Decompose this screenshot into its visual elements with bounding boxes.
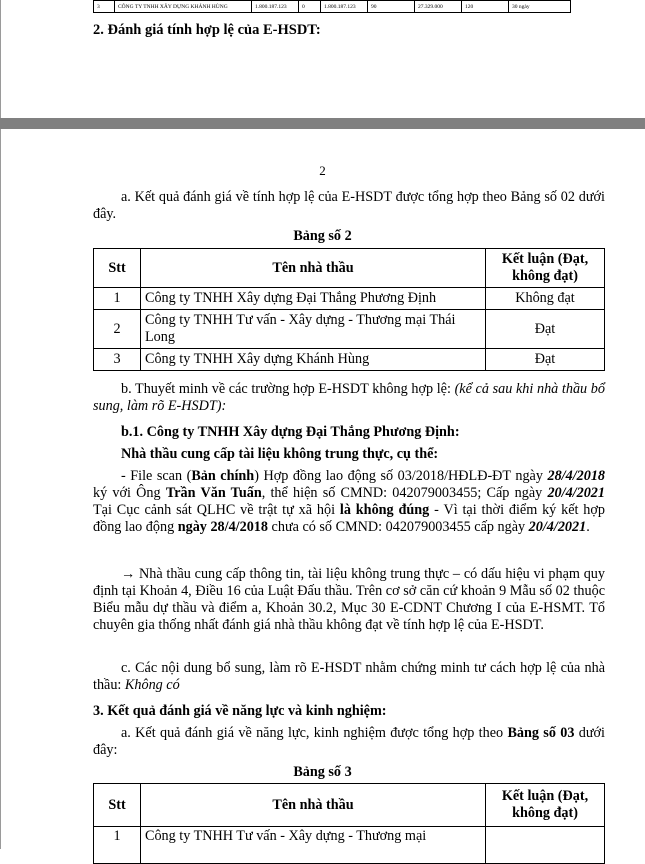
table-cell: 30 ngày xyxy=(509,1,571,13)
table-row xyxy=(94,827,605,864)
b1-heading: b.1. Công ty TNHH Xây dựng Đại Thắng Phương Định: xyxy=(121,424,460,440)
bold-span: Trần Văn Tuấn xyxy=(165,485,262,501)
stt-cell: 1 xyxy=(94,827,141,864)
top-summary-table xyxy=(93,0,571,13)
section-3-heading: 3. Kết quả đánh giá về năng lực và kinh nghiệm: xyxy=(93,703,387,719)
bold-italic-span: 28/4/2018 xyxy=(547,468,606,484)
table-header-row xyxy=(94,249,605,288)
b1-subheading: Nhà thầu cung cấp tài liệu không trung thực, cụ thể: xyxy=(121,446,439,462)
stt-cell: 3 xyxy=(94,349,141,371)
column-header: Kết luận (Đạt, không đạt) xyxy=(486,249,605,288)
result-cell xyxy=(486,827,605,864)
table-cell: 0 xyxy=(299,1,321,13)
bold-italic-span: 20/4/2021 xyxy=(528,519,587,535)
text-span: - File scan ( xyxy=(121,468,192,484)
column-header: Tên nhà thầu xyxy=(141,249,486,288)
section-2-heading: 2. Đánh giá tính hợp lệ của E-HSDT: xyxy=(93,22,321,38)
paragraph-c-text: c. Các nội dung bổ sung, làm rõ E-HSDT nhằm chứng minh tư cách hợp lệ của nhà thầu: xyxy=(93,660,605,693)
paragraph-c-italic: Không có xyxy=(124,677,180,693)
text-span: Tại Cục cảnh sát QLHC về trật tự xã hội xyxy=(93,502,340,518)
table-cell: 90 xyxy=(368,1,415,13)
name-cell: Công ty TNHH Xây dựng Đại Thắng Phương Định xyxy=(141,288,486,310)
column-header: Stt xyxy=(94,249,141,288)
name-cell: Công ty TNHH Tư vấn - Xây dựng - Thương mại Thái Long xyxy=(141,310,486,349)
paragraph-3a-tail: dưới đây: xyxy=(93,725,605,758)
paragraph-b xyxy=(93,381,605,415)
stt-cell: 2 xyxy=(94,310,141,349)
table-3-caption: Bảng số 3 xyxy=(293,764,352,780)
table-row xyxy=(94,288,605,310)
table-cell: 1.800.187.123 xyxy=(252,1,299,13)
bold-span: là không đúng xyxy=(339,502,430,518)
table-row xyxy=(94,1,571,13)
paragraph-c xyxy=(93,660,605,694)
stt-cell: 1 xyxy=(94,288,141,310)
table-header-row xyxy=(94,784,605,827)
table-2-caption: Bảng số 2 xyxy=(293,228,352,244)
table-row xyxy=(94,310,605,349)
page-gap xyxy=(0,118,645,129)
file-scan-paragraph xyxy=(93,468,605,536)
result-cell: Đạt xyxy=(486,310,605,349)
table-3 xyxy=(93,783,605,864)
paragraph-3a-text: a. Kết quả đánh giá về năng lực, kinh nghiệm được tổng hợp theo xyxy=(121,725,508,741)
bold-span: ngày 28/4/2018 xyxy=(177,519,268,535)
text-span: , thể hiện số CMND: 042079003455; Cấp ngày xyxy=(261,485,548,501)
arrow-paragraph: → Nhà thầu cung cấp thông tin, tài liệu không trung thực – có dấu hiệu vi phạm quy định tại Khoản 4, Điều 16 của Luật Đấu thầu. Trên cơ sở căn cứ khoản 9 Mẫu số 02 thuộc Biểu mẫu dự thầu và điểm a, Khoản 30.2, Mục 30 E-CDNT Chương I của E-HSMT. Tổ chuyên gia thống nhất đánh giá nhà thầu không đạt về tính hợp lệ của E-HSDT. xyxy=(93,566,605,633)
table-cell: CÔNG TY TNHH XÂY DỰNG KHÁNH HÙNG xyxy=(115,1,252,13)
name-cell: Công ty TNHH Tư vấn - Xây dựng - Thương mại xyxy=(141,827,486,864)
text-span: chưa có số CMND: 042079003455 cấp ngày xyxy=(268,519,529,535)
column-header: Tên nhà thầu xyxy=(141,784,486,827)
table-2 xyxy=(93,248,605,371)
column-header: Stt xyxy=(94,784,141,827)
page-number: 2 xyxy=(319,163,326,178)
text-span: ) Hợp đồng lao động số 03/2018/HĐLĐ-ĐT ngày xyxy=(254,468,548,484)
paragraph-a: a. Kết quả đánh giá về tính hợp lệ của E-HSDT được tổng hợp theo Bảng số 02 dưới đây. xyxy=(93,189,605,222)
column-header: Kết luận (Đạt, không đạt) xyxy=(486,784,605,827)
paragraph-b-italic: (kể cả sau khi nhà thầu bổ sung, làm rõ E-HSDT): xyxy=(93,381,605,414)
result-cell: Không đạt xyxy=(486,288,605,310)
table-cell: 3 xyxy=(94,1,115,13)
text-span: ký với Ông xyxy=(93,485,166,501)
table-cell: 1.800.187.123 xyxy=(321,1,368,13)
bold-italic-span: 20/4/2021 xyxy=(547,485,605,501)
paragraph-3a-bold: Bảng số 03 xyxy=(507,725,575,741)
text-span: . xyxy=(586,519,590,535)
table-cell: 27.329.000 xyxy=(415,1,462,13)
table-cell: 120 xyxy=(462,1,509,13)
previous-page xyxy=(0,0,645,118)
paragraph-3a xyxy=(93,725,605,759)
table-row xyxy=(94,349,605,371)
text-span: - Vì tại thời điểm ký kết hợp đồng lao động xyxy=(93,502,605,535)
bold-span: Bản chính xyxy=(191,468,255,484)
result-cell: Đạt xyxy=(486,349,605,371)
paragraph-b-text: b. Thuyết minh về các trường hợp E-HSDT không hợp lệ: xyxy=(121,381,455,397)
name-cell: Công ty TNHH Xây dựng Khánh Hùng xyxy=(141,349,486,371)
